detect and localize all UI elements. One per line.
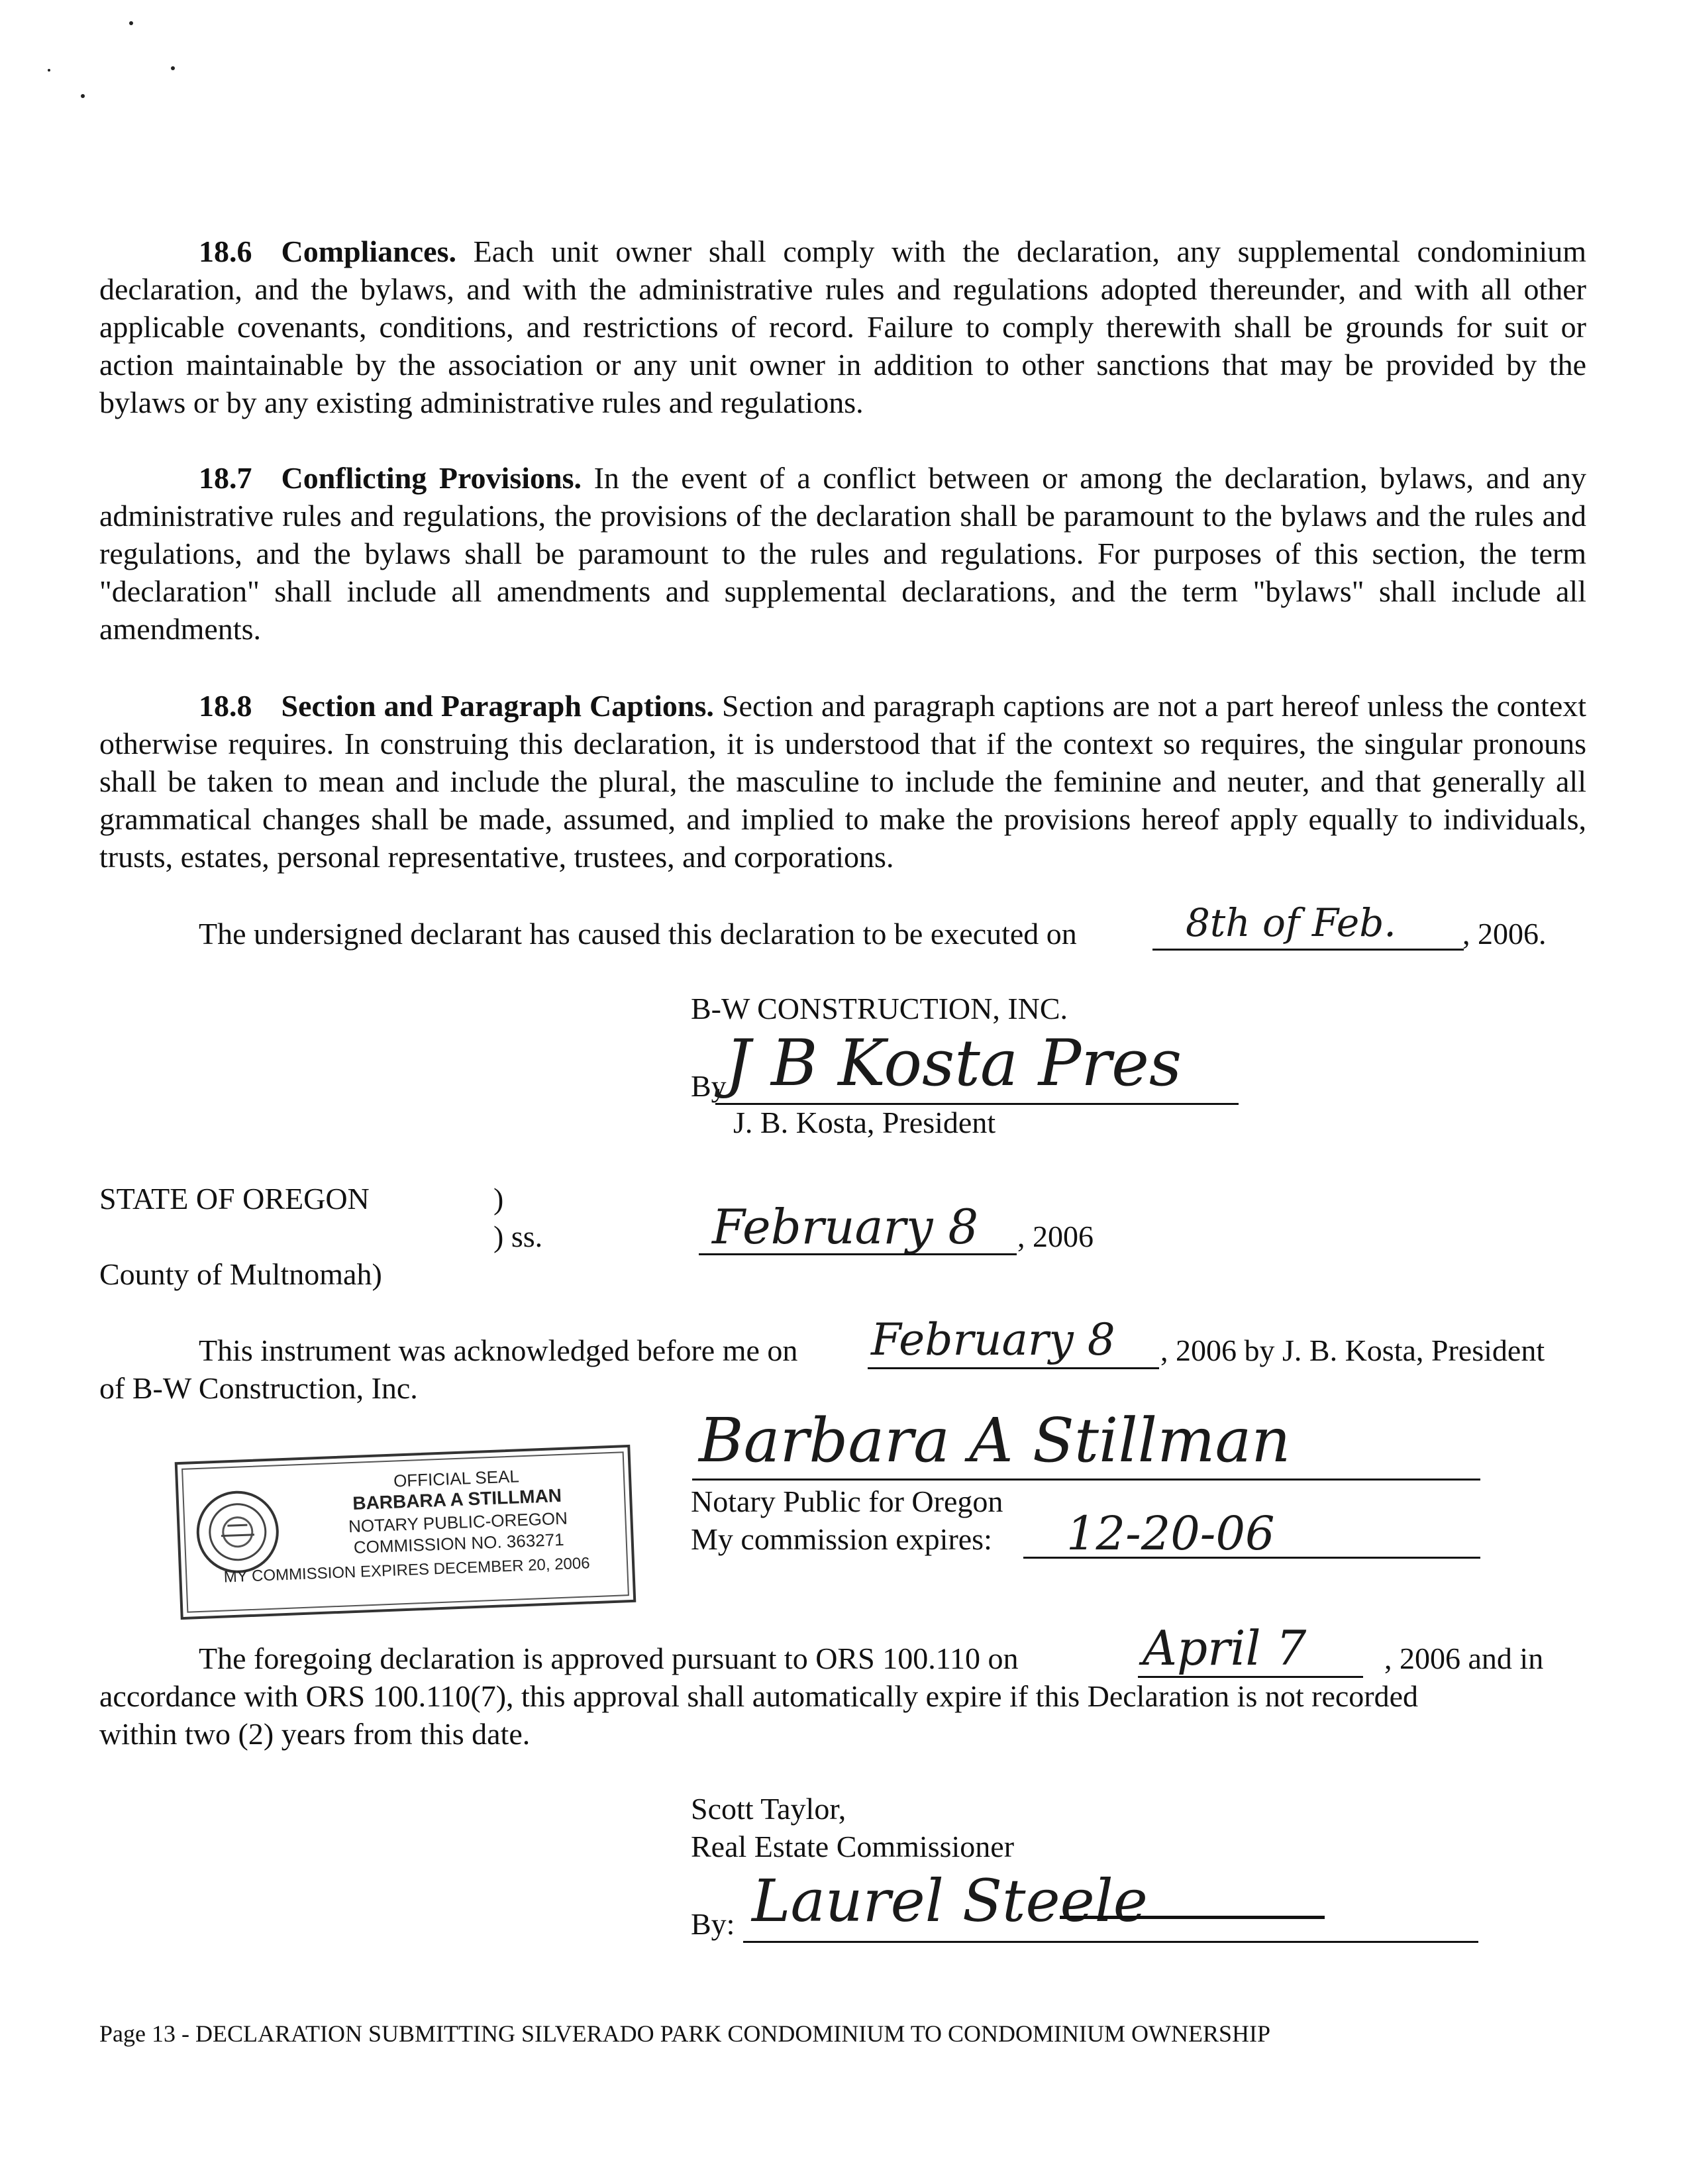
commissioner-by-label: By: xyxy=(691,1907,735,1941)
seal-line-5: MY COMMISSION EXPIRES DECEMBER 20, 2006 xyxy=(223,1554,591,1586)
section-caption: Conflicting Provisions. xyxy=(281,461,582,495)
notary-signature-line xyxy=(692,1479,1480,1481)
section-number: 18.7 xyxy=(199,461,252,495)
notary-signature: Barbara A Stillman xyxy=(699,1405,1291,1476)
state-label: STATE OF OREGON xyxy=(99,1182,370,1216)
commissioner-name: Scott Taylor, xyxy=(691,1792,846,1826)
approval-text-3: accordance with ORS 100.110(7), this approval shall automatically expire if this Declaration is not recorded xyxy=(99,1679,1419,1713)
commissioner-signature-line xyxy=(743,1941,1478,1943)
ack-handwritten-date: February 8 xyxy=(871,1314,1115,1365)
commissioner-signature: Laurel Steele xyxy=(752,1867,1148,1935)
ss-label: ) ss. xyxy=(493,1220,543,1253)
section-caption: Compliances. xyxy=(281,234,456,268)
declarant-company: B-W CONSTRUCTION, INC. xyxy=(691,992,1068,1025)
declarant-signature: J B Kosta Pres xyxy=(725,1026,1182,1100)
scan-speck xyxy=(171,66,175,70)
scan-speck xyxy=(48,69,50,72)
page-footer: Page 13 - DECLARATION SUBMITTING SILVERADO PARK CONDOMINIUM TO CONDOMINIUM OWNERSHIP xyxy=(99,2020,1271,2047)
notary-seal-stamp xyxy=(175,1445,637,1620)
commission-date: 12-20-06 xyxy=(1066,1506,1275,1561)
approval-text: The foregoing declaration is approved pursuant to ORS 100.110 on xyxy=(199,1641,1019,1675)
scan-speck xyxy=(129,21,133,25)
section-number: 18.6 xyxy=(199,234,252,268)
commission-label: My commission expires: xyxy=(691,1522,992,1556)
county-label: County of Multnomah) xyxy=(99,1257,382,1291)
seal-line-3: NOTARY PUBLIC-OREGON xyxy=(348,1508,568,1537)
approval-handwritten-date: April 7 xyxy=(1143,1620,1307,1676)
ack-date-line xyxy=(868,1367,1159,1369)
seal-line-2: BARBARA A STILLMAN xyxy=(352,1484,562,1514)
section-18-7 xyxy=(99,459,1586,648)
approval-text-line-2 xyxy=(99,1677,1586,1715)
execution-handwritten-date: 8th of Feb. xyxy=(1186,900,1396,945)
section-18-6 xyxy=(99,233,1586,421)
section-number: 18.8 xyxy=(199,689,252,723)
section-caption: Section and Paragraph Captions. xyxy=(281,689,714,723)
declarant-signer: J. B. Kosta, President xyxy=(733,1106,996,1139)
commissioner-title: Real Estate Commissioner xyxy=(691,1830,1015,1863)
notary-title: Notary Public for Oregon xyxy=(691,1484,1003,1518)
declarant-by-label: By xyxy=(691,1069,727,1103)
section-18-8 xyxy=(99,687,1586,876)
execution-date-line xyxy=(1152,949,1464,951)
ack-text: This instrument was acknowledged before me on xyxy=(199,1333,798,1367)
notary-date-year: , 2006 xyxy=(1017,1220,1094,1253)
scan-speck xyxy=(81,94,85,98)
seal-line-1: OFFICIAL SEAL xyxy=(393,1466,520,1491)
approval-text-line-3: within two (2) years from this date. xyxy=(99,1717,531,1751)
section-text: In the event of a conflict between or among the declaration, bylaws, and any administrative rules and regulations, the provisions of the declaration shall be paramount to the bylaws and the rules and regulations, and the bylaws shall be paramount to the rules and regulations. For purposes of this section, the term "declaration" shall include all amendments and supplemental declarations, and the term "bylaws" shall include all amendments. xyxy=(99,461,1586,646)
ack-text-company: of B-W Construction, Inc. xyxy=(99,1371,418,1405)
signature-stroke xyxy=(1060,1916,1325,1919)
paren-mark: ) xyxy=(493,1182,504,1216)
ack-text-cont: , 2006 by J. B. Kosta, President xyxy=(1160,1333,1545,1367)
approval-text-cont: , 2006 and in xyxy=(1384,1641,1544,1675)
state-seal-icon xyxy=(193,1487,282,1577)
notary-handwritten-date: February 8 xyxy=(712,1199,979,1255)
section-text: Each unit owner shall comply with the declaration, any supplemental condominium declaration, and the bylaws, and with the administrative rules and regulations adopted thereunder, and with all other applicable covenants, conditions, and restrictions of record. Failure to comply therewith shall be grounds for suit or action maintainable by the association or any unit owner in addition to other sanctions that may be provided by the bylaws or by any existing administrative rules and regulations. xyxy=(99,234,1586,419)
section-text: Section and paragraph captions are not a part hereof unless the context otherwise requires. In construing this declaration, it is understood that if the context so requires, the singular pronouns shall be taken to mean and include the plural, the masculine to include the feminine and neuter, and that generally all grammatical changes shall be made, assumed, and implied to make the provisions hereof apply equally to individuals, trusts, estates, personal representative, trustees, and corporations. xyxy=(99,689,1587,874)
execution-text: The undersigned declarant has caused this declaration to be executed on xyxy=(199,917,1077,951)
execution-year: , 2006. xyxy=(1462,917,1547,951)
seal-line-4: COMMISSION NO. 363271 xyxy=(353,1529,565,1558)
